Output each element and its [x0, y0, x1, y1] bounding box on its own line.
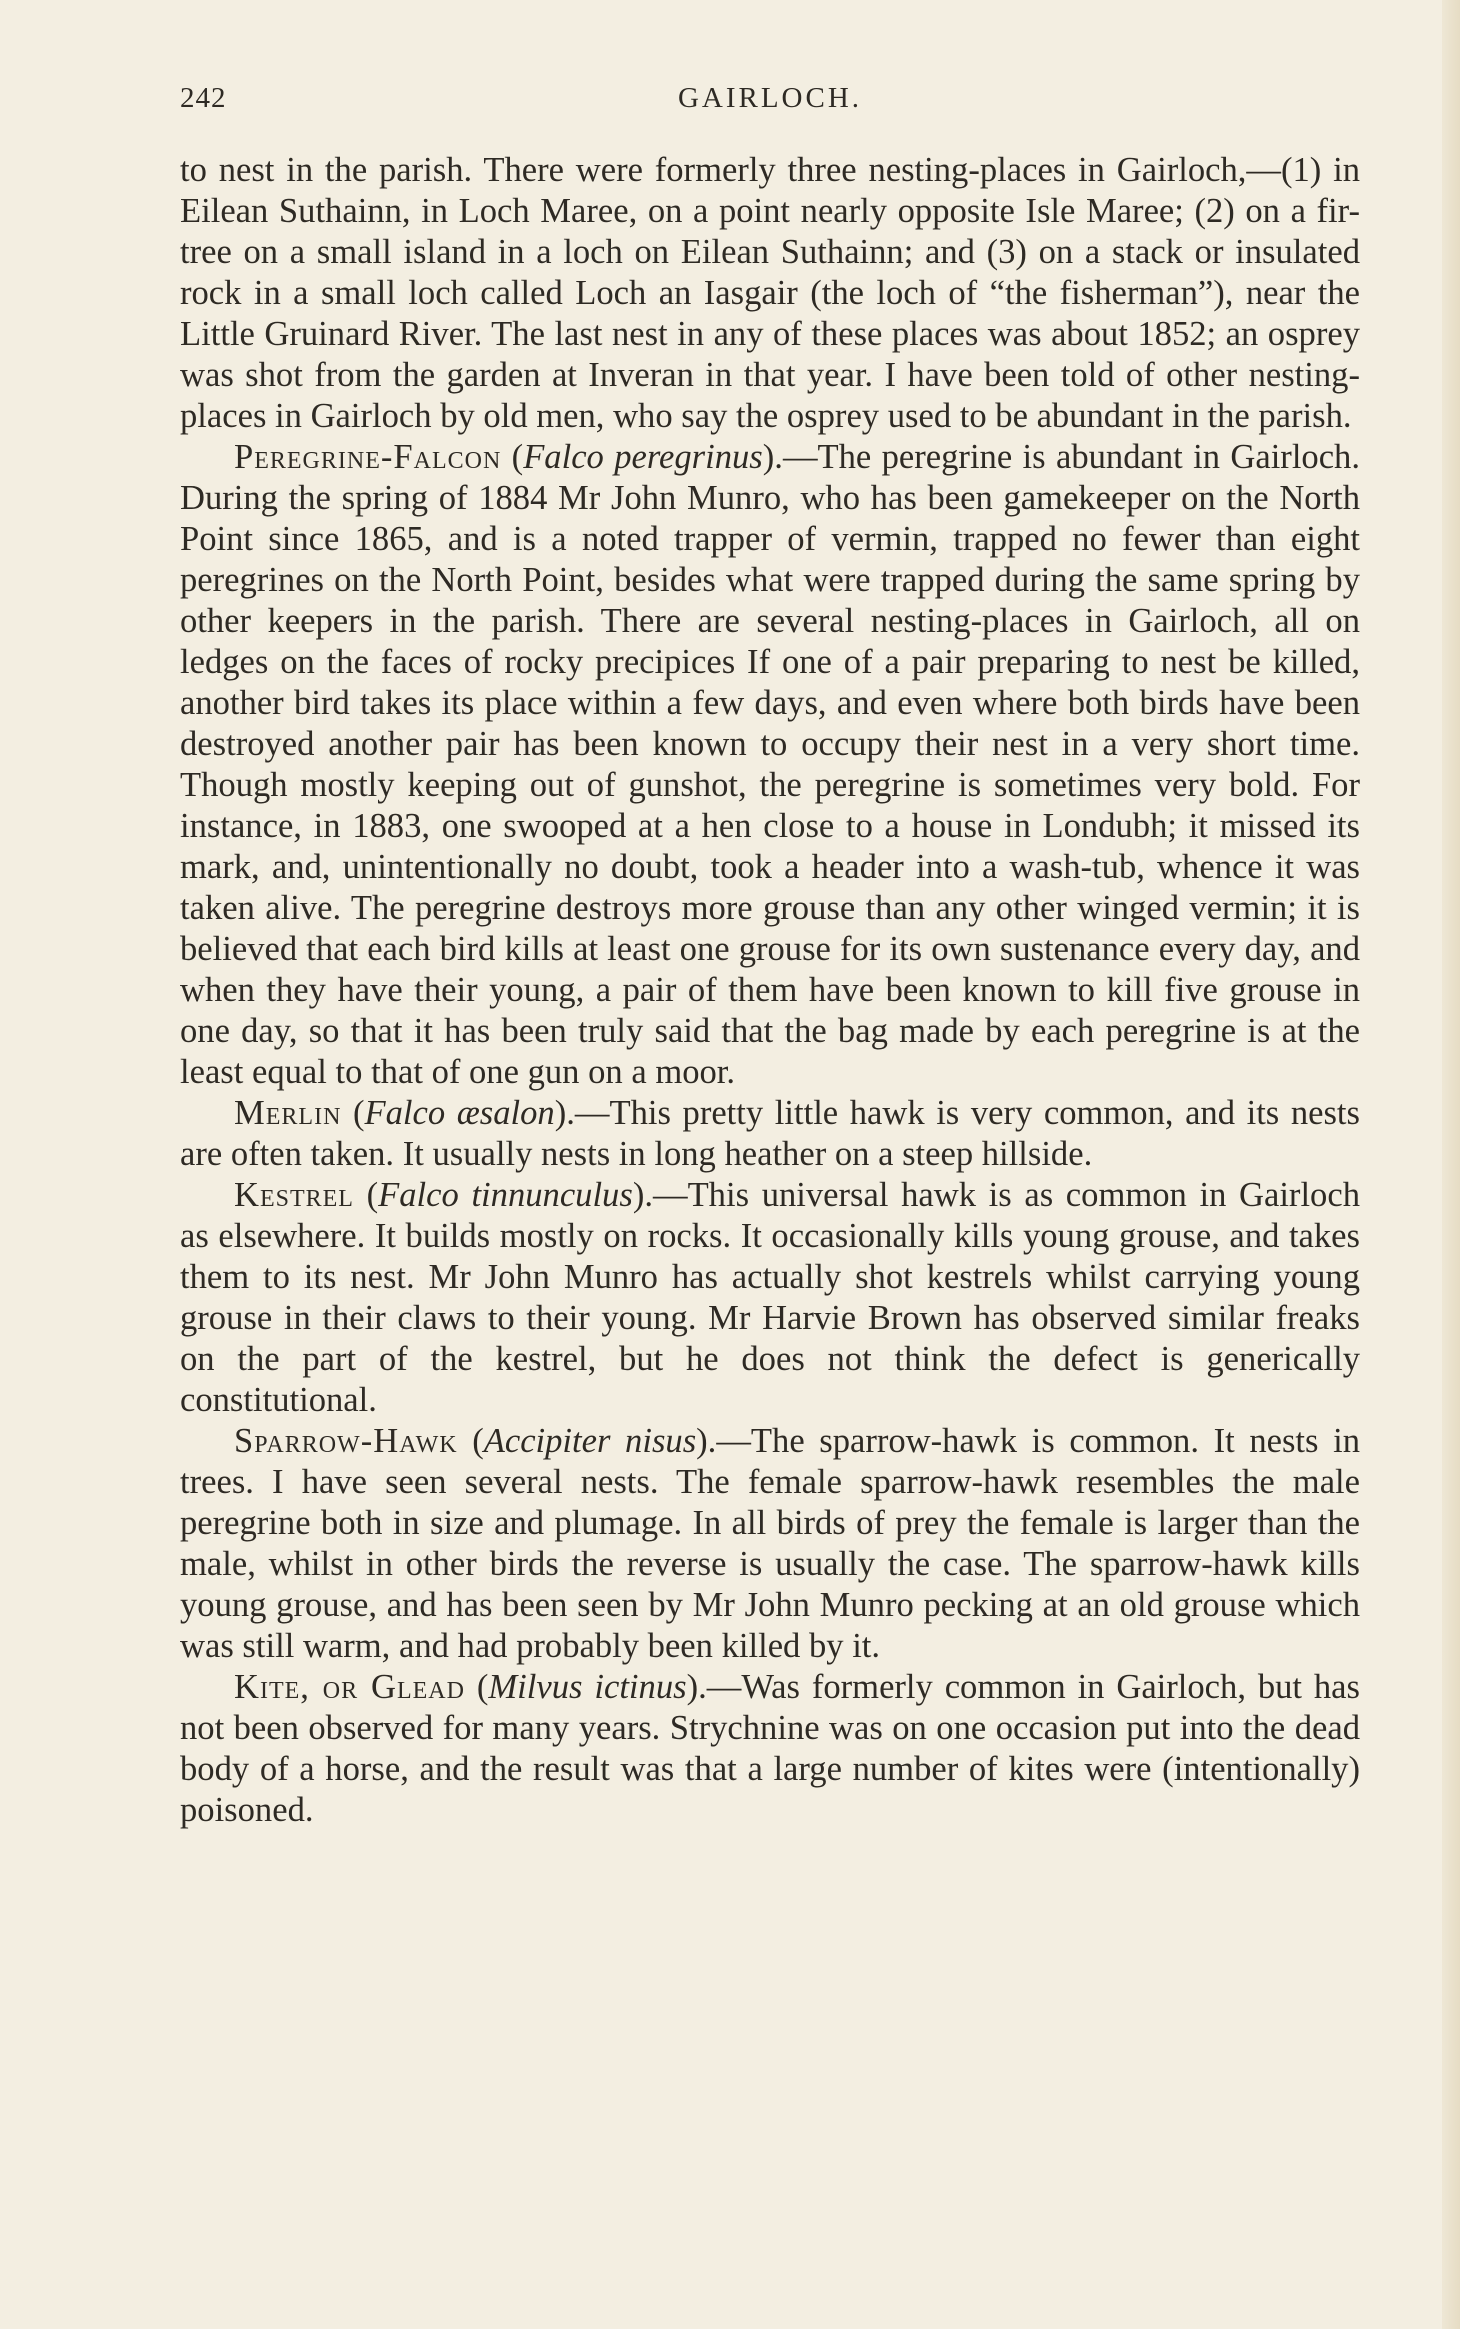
latin-name: Falco peregrinus — [523, 438, 763, 476]
body-text — [180, 150, 1360, 1831]
paragraph-text: —Was formerly common in Gairloch, but has not been observed for many years. Strychnine was on one occasion put into the dead body of a horse, and the result was that a large number of kites were (intentionally) poisoned. — [180, 1668, 1360, 1829]
latin-name: Milvus ictinus — [488, 1668, 687, 1706]
paren-close: ). — [762, 438, 783, 476]
paragraph-sparrow-hawk — [180, 1421, 1360, 1667]
latin-name: Falco æsalon — [364, 1094, 555, 1132]
species-name: Merlin — [234, 1094, 342, 1132]
species-name: Peregrine-Falcon — [234, 438, 502, 476]
paragraph-text: —This pretty little hawk is very common, and its nests are often taken. It usually nests in long heather on a steep hillside. — [180, 1094, 1360, 1173]
paragraph-text: —The peregrine is abundant in Gairloch. During the spring of 1884 Mr John Munro, who has been gamekeeper on the North Point since 1865, and is a noted trapper of vermin, trapped no fewer than eight peregrines on the North Point, besides what were trapped during the same spring by other keepers in the parish. There are several nesting-places in Gairloch, all on ledges on the faces of rocky precipices If one of a pair preparing to nest be killed, another bird takes its place within a few days, and even where both birds have been destroyed another pair has been known to occupy their nest in a very short time. Though mostly keeping out of gunshot, the peregrine is sometimes very bold. For instance, in 1883, one swooped at a hen close to a house in Londubh; it missed its mark, and, unintentionally no doubt, took a header into a wash-tub, whence it was taken alive. The peregrine destroys more grouse than any other winged vermin; it is believed that each bird kills at least one grouse for its own sustenance every day, and when they have their young, a pair of them have been known to kill five grouse in one day, so that it has been truly said that the bag made by each peregrine is at the least equal to that of one gun on a moor. — [180, 438, 1360, 1091]
paragraph-text: —This universal hawk is as common in Gairloch as elsewhere. It builds mostly on rocks. It occasionally kills young grouse, and takes them to its nest. Mr John Munro has actually shot kestrels whilst carrying young grouse in their claws to their young. Mr Harvie Brown has observed similar freaks on the part of the kestrel, but he does not think the defect is generically constitutional. — [180, 1176, 1360, 1419]
paragraph-kestrel — [180, 1175, 1360, 1421]
species-name: Sparrow-Hawk — [234, 1422, 458, 1460]
paren-open: ( — [464, 1668, 489, 1706]
paren-open: ( — [341, 1094, 365, 1132]
paragraph-text: —The sparrow-hawk is common. It nests in trees. I have seen several nests. The female sparrow-hawk resembles the male peregrine both in size and plumage. In all birds of prey the female is larger than the male, whilst in other birds the reverse is usually the case. The sparrow-hawk kills young grouse, and has been seen by Mr John Munro pecking at an old grouse which was still warm, and had probably been killed by it. — [180, 1422, 1360, 1665]
species-name: Kite, or Glead — [234, 1668, 465, 1706]
paragraph-kite — [180, 1667, 1360, 1831]
paragraph-osprey-continued — [180, 150, 1360, 437]
paragraph-peregrine-falcon — [180, 437, 1360, 1093]
paren-close: ). — [696, 1422, 717, 1460]
running-title: GAIRLOCH. — [677, 82, 863, 114]
paren-close: ). — [632, 1176, 653, 1214]
page-number: 242 — [180, 82, 227, 114]
paragraph-text: to nest in the parish. There were formerly three nesting-places in Gairloch,—(1) in Eilean Suthainn, in Loch Maree, on a point nearly opposite Isle Maree; (2) on a fir-tree on a small island in a loch on Eilean Suthainn; and (3) on a stack or insulated rock in a small loch called Loch an Iasgair (the loch of “the fisherman”), near the Little Gruinard River. The last nest in any of these places was about 1852; an osprey was shot from the garden at Inveran in that year. I have been told of other nesting-places in Gairloch by old men, who say the osprey used to be abundant in the parish. — [180, 151, 1360, 435]
running-head — [180, 82, 1360, 122]
page-edge-shadow — [1442, 0, 1460, 2329]
paren-open: ( — [353, 1176, 379, 1214]
paren-close: ). — [686, 1668, 707, 1706]
latin-name: Accipiter nisus — [483, 1422, 697, 1460]
paren-open: ( — [501, 438, 524, 476]
paragraph-merlin — [180, 1093, 1360, 1175]
paren-open: ( — [457, 1422, 484, 1460]
species-name: Kestrel — [234, 1176, 354, 1214]
paren-close: ). — [554, 1094, 575, 1132]
latin-name: Falco tinnunculus — [378, 1176, 633, 1214]
